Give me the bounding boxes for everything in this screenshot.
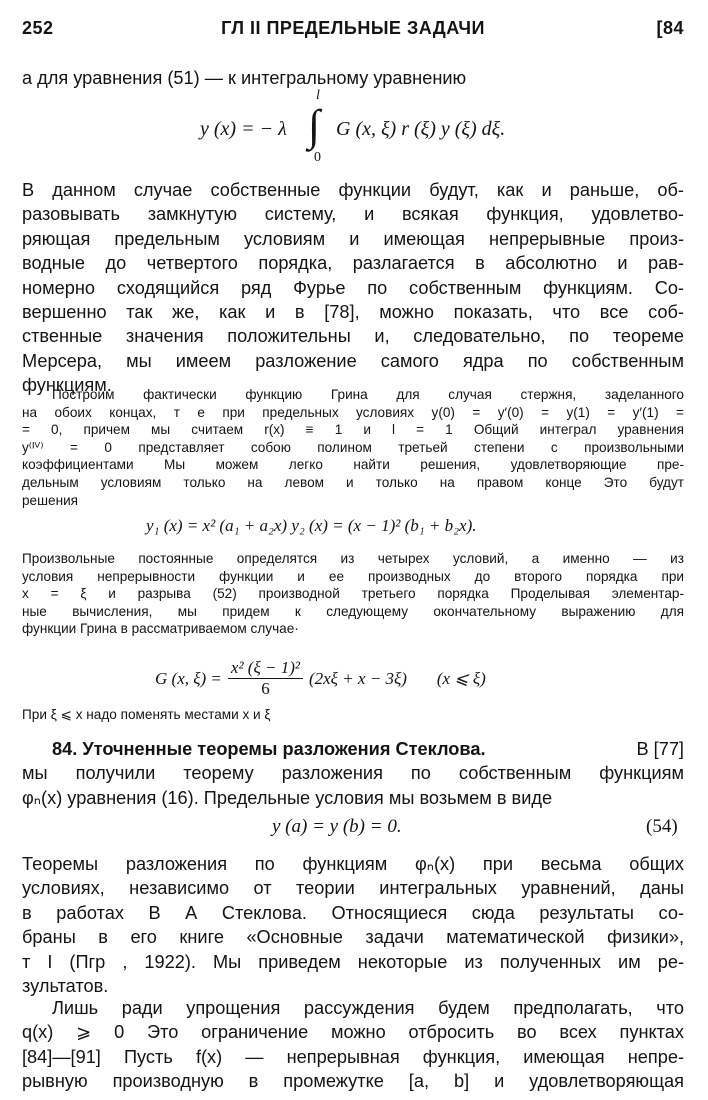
small2-line: x = ξ и разрыва (52) производной третьего порядка Проделывая элементар-	[22, 586, 684, 602]
paragraph-3	[22, 996, 684, 1094]
para1-line: ственные значения положительны и, следовательно, по теореме	[22, 326, 684, 347]
section-84	[22, 737, 684, 810]
para3-line: Лишь ради упрощения рассуждения будем предполагать, что	[52, 998, 684, 1018]
small1-line: = 0, причем мы считаем r(x) ≡ 1 и l = 1 Общий интеграл уравнения	[22, 422, 684, 438]
para1-line: номерно сходящийся ряд Фурье по собственным функциям. Со-	[22, 277, 684, 298]
para1-line: разовывать замкнутую систему, и всякая функция, удовлетво-	[22, 204, 684, 225]
para3-line: рывную производную в промежутке [a, b] и удовлетворяющая	[22, 1071, 684, 1092]
section-84-line-2: мы получили теорему разложения по собственным функциям	[22, 763, 684, 784]
integral-upper-limit: l	[316, 88, 320, 103]
small-paragraph-3: При ξ ⩽ x надо поменять местами x и ξ	[22, 707, 271, 722]
para3-line: q(x) ⩾ 0 Это ограничение можно отбросить во всех пунктах	[22, 1022, 684, 1043]
small1-line: решения	[22, 492, 79, 508]
green-condition: (x ⩽ ξ)	[436, 668, 486, 688]
green-numerator: x² (ξ − 1)²	[228, 658, 303, 679]
para3-line: [84]—[91] Пусть f(x) — непрерывная функция, имеющая непре-	[22, 1046, 684, 1067]
paragraph-1	[22, 178, 684, 398]
integral-lhs: y (x) = − λ	[200, 118, 287, 140]
small-paragraph-2	[22, 550, 684, 638]
para2-line: зультатов.	[22, 976, 109, 997]
section-84-title: 84. Уточненные теоремы разложения Стеклова.	[52, 739, 486, 759]
running-title: ГЛ II ПРЕДЕЛЬНЫЕ ЗАДАЧИ	[221, 18, 485, 38]
equation-solutions: y₁ (x) = x² (a₁ + a₂x) y₂ (x) = (x − 1)² (b₁ + b₂x).	[146, 516, 477, 535]
para2-line: условиях, независимо от теории интегральных уравнений, даны	[22, 878, 684, 899]
green-denominator: 6	[261, 679, 270, 698]
section-mark: [84	[656, 18, 684, 38]
equation-green-function	[155, 658, 486, 699]
small2-line: ные вычисления, мы придем к следующему окончательному выражению для	[22, 603, 684, 619]
equation-54-number: (54)	[646, 816, 678, 837]
equation-54: y (a) = y (b) = 0.	[272, 816, 402, 837]
small1-line: Построим фактически функцию Грина для случая стержня, заделанного	[52, 387, 684, 402]
small1-line: y⁽ᴵⱽ⁾ = 0 представляет собою полином третьей степени с произвольными	[22, 439, 684, 455]
para1-line: ряющая предельным условиям и имеющая непрерывные произ-	[22, 228, 684, 249]
page-number: 252	[22, 18, 54, 38]
intro-line: а для уравнения (51) — к интегральному уравнению	[22, 68, 467, 88]
para1-line: Мерсера, мы имеем разложение самого ядра по собственным	[22, 350, 684, 371]
green-lhs: G (x, ξ) =	[155, 668, 222, 688]
small2-line: Произвольные постоянные определятся из четырех условий, а именно — из	[22, 551, 684, 566]
small1-line: на обоих концах, т е при предельных условиях y(0) = y′(0) = y(1) = y′(1) =	[22, 404, 684, 420]
green-rhs: (2xξ + x − 3ξ)	[308, 668, 407, 688]
integral-sign: ∫	[308, 101, 321, 150]
paragraph-2	[22, 852, 684, 998]
para1-line: функциям.	[22, 375, 112, 396]
green-fraction	[228, 658, 303, 699]
para2-line: браны в его книге «Основные задачи математической физики»,	[22, 927, 684, 948]
section-84-line-1: В [77]	[636, 739, 684, 759]
para1-line: вершенно так же, как и в [78], можно показать, что все соб-	[22, 302, 684, 323]
small-paragraph-1	[22, 386, 684, 509]
small1-line: коэффициентами Мы можем легко найти решения, удовлетворяющие пре-	[22, 457, 684, 473]
integral-integrand: G (x, ξ) r (ξ) y (ξ) dξ.	[336, 118, 506, 140]
small2-line: условия непрерывности функции и ее производных до второго порядка при	[22, 568, 684, 584]
para1-line: В данном случае собственные функции будут, как и раньше, об-	[22, 180, 684, 200]
para1-line: водные до четвертого порядка, разлагается в абсолютно и рав-	[22, 253, 684, 274]
integral-lower-limit: 0	[314, 150, 321, 165]
small1-line: дельным условиям только на левом и только на правом конце Это будут	[22, 474, 684, 490]
para2-line: Теоремы разложения по функциям φₙ(x) при весьма общих	[22, 854, 684, 874]
page-header	[22, 18, 684, 44]
para2-line: т I (Пгр , 1922). Мы приведем некоторые из полученных им ре-	[22, 951, 684, 972]
para2-line: в работах В А Стеклова. Относящиеся сюда результаты со-	[22, 902, 684, 923]
small2-line: функции Грина в рассматриваемом случае·	[22, 621, 299, 637]
section-84-line-3: φₙ(x) уравнения (16). Предельные условия мы возьмем в виде	[22, 787, 553, 808]
